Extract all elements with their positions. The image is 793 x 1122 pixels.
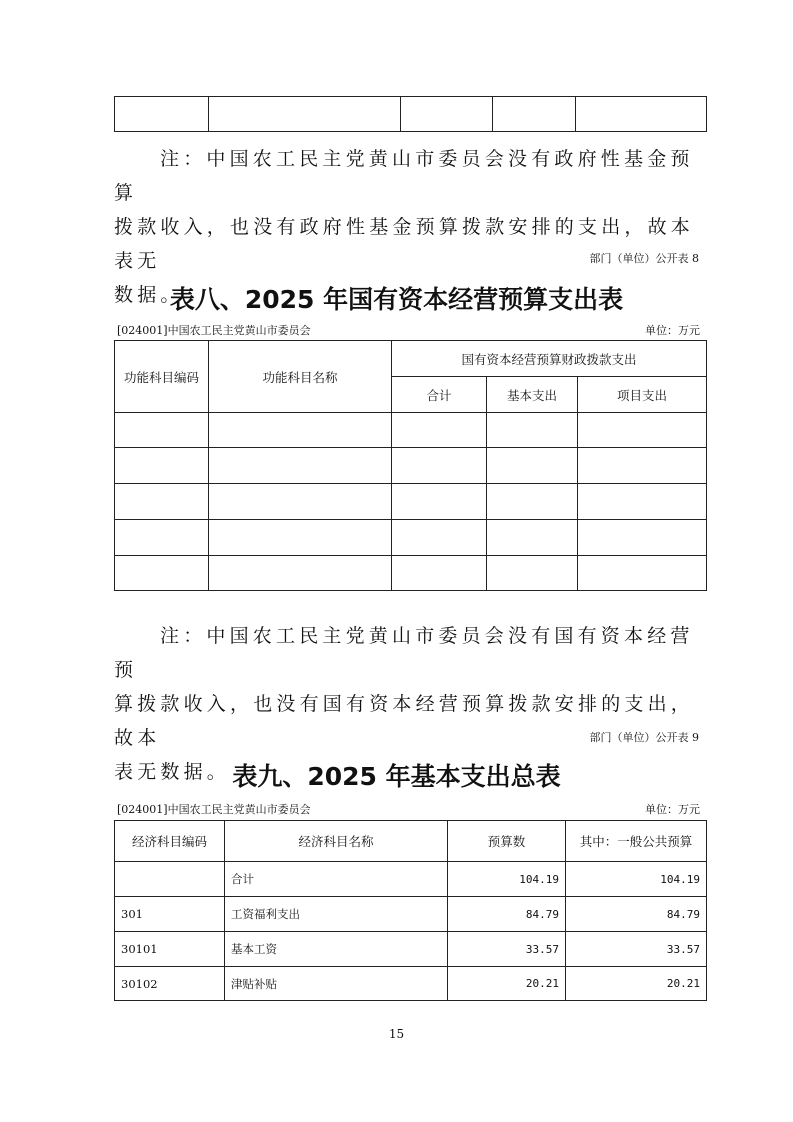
table9-title: 表九、2025 年基本支出总表 bbox=[232, 762, 561, 791]
empty-cell bbox=[487, 448, 578, 484]
empty-cell bbox=[209, 97, 401, 132]
empty-cell bbox=[209, 413, 392, 448]
page-number: 15 bbox=[388, 1027, 405, 1041]
row-name: 合计 bbox=[225, 862, 448, 897]
row-budget: 33.57 bbox=[448, 932, 566, 967]
table8-unit: 单位：万元 bbox=[645, 324, 700, 337]
row-budget: 104.19 bbox=[448, 862, 566, 897]
empty-cell bbox=[115, 97, 209, 132]
table9-tag: 部门（单位）公开表 9 bbox=[589, 731, 699, 744]
note-line: 拨款收入，也没有政府性基金预算拨款安排的支出，故本表无 bbox=[114, 216, 695, 272]
row-general: 33.57 bbox=[566, 932, 707, 967]
empty-cell bbox=[401, 97, 493, 132]
empty-cell bbox=[392, 413, 487, 448]
row-name: 工资福利支出 bbox=[225, 897, 448, 932]
table8-org: [024001]中国农工民主党黄山市委员会 bbox=[117, 324, 311, 337]
table-row bbox=[115, 862, 707, 897]
empty-cell bbox=[392, 484, 487, 520]
table8-tag: 部门（单位）公开表 8 bbox=[589, 252, 699, 265]
empty-cell bbox=[392, 556, 487, 591]
empty-cell bbox=[392, 520, 487, 556]
row-budget: 20.21 bbox=[448, 967, 566, 1001]
header-budget: 预算数 bbox=[448, 821, 566, 862]
note-line: 表无数据。 bbox=[114, 761, 231, 783]
empty-cell bbox=[576, 97, 707, 132]
empty-cell bbox=[487, 556, 578, 591]
empty-cell bbox=[115, 484, 209, 520]
header-total: 合计 bbox=[392, 377, 487, 413]
empty-cell bbox=[487, 520, 578, 556]
empty-cell bbox=[487, 413, 578, 448]
empty-cell bbox=[392, 448, 487, 484]
empty-cell bbox=[115, 413, 209, 448]
table-row bbox=[115, 967, 707, 1001]
table9-unit: 单位：万元 bbox=[645, 803, 700, 816]
empty-cell bbox=[578, 484, 707, 520]
empty-cell bbox=[115, 520, 209, 556]
header-state-capital-group: 国有资本经营预算财政拨款支出 bbox=[392, 341, 707, 377]
empty-cell bbox=[209, 448, 392, 484]
row-name: 基本工资 bbox=[225, 932, 448, 967]
table-row bbox=[115, 932, 707, 967]
row-code: 30102 bbox=[115, 967, 225, 1001]
empty-cell bbox=[578, 448, 707, 484]
table9-org: [024001]中国农工民主党黄山市委员会 bbox=[117, 803, 311, 816]
row-general: 84.79 bbox=[566, 897, 707, 932]
note-line: 注：中国农工民主党黄山市委员会没有国有资本经营预 bbox=[114, 625, 694, 681]
header-basic: 基本支出 bbox=[487, 377, 578, 413]
table8-title: 表八、2025 年国有资本经营预算支出表 bbox=[169, 285, 624, 314]
header-project: 项目支出 bbox=[578, 377, 707, 413]
empty-cell bbox=[493, 97, 576, 132]
previous-table-fragment bbox=[114, 96, 707, 132]
empty-cell bbox=[115, 556, 209, 591]
empty-cell bbox=[209, 484, 392, 520]
row-general: 20.21 bbox=[566, 967, 707, 1001]
note-line: 算拨款收入，也没有国有资本经营预算拨款安排的支出，故本 bbox=[114, 693, 695, 749]
table8-unit-line bbox=[117, 322, 700, 338]
empty-cell bbox=[487, 484, 578, 520]
row-name: 津贴补贴 bbox=[225, 967, 448, 1001]
row-code bbox=[115, 862, 225, 897]
empty-cell bbox=[578, 413, 707, 448]
empty-cell bbox=[115, 448, 209, 484]
row-code: 301 bbox=[115, 897, 225, 932]
table-row bbox=[115, 897, 707, 932]
empty-cell bbox=[578, 520, 707, 556]
header-function-code: 功能科目编码 bbox=[115, 341, 209, 413]
row-general: 104.19 bbox=[566, 862, 707, 897]
table9 bbox=[114, 820, 707, 1001]
row-budget: 84.79 bbox=[448, 897, 566, 932]
header-econ-name: 经济科目名称 bbox=[225, 821, 448, 862]
note-line: 注：中国农工民主党黄山市委员会没有政府性基金预算 bbox=[114, 148, 694, 204]
note-line: 数据。 bbox=[114, 284, 184, 306]
table8 bbox=[114, 340, 707, 591]
row-code: 30101 bbox=[115, 932, 225, 967]
header-function-name: 功能科目名称 bbox=[209, 341, 392, 413]
empty-cell bbox=[578, 556, 707, 591]
header-general-budget: 其中：一般公共预算 bbox=[566, 821, 707, 862]
empty-cell bbox=[209, 520, 392, 556]
table9-unit-line bbox=[117, 801, 700, 817]
header-econ-code: 经济科目编码 bbox=[115, 821, 225, 862]
empty-cell bbox=[209, 556, 392, 591]
